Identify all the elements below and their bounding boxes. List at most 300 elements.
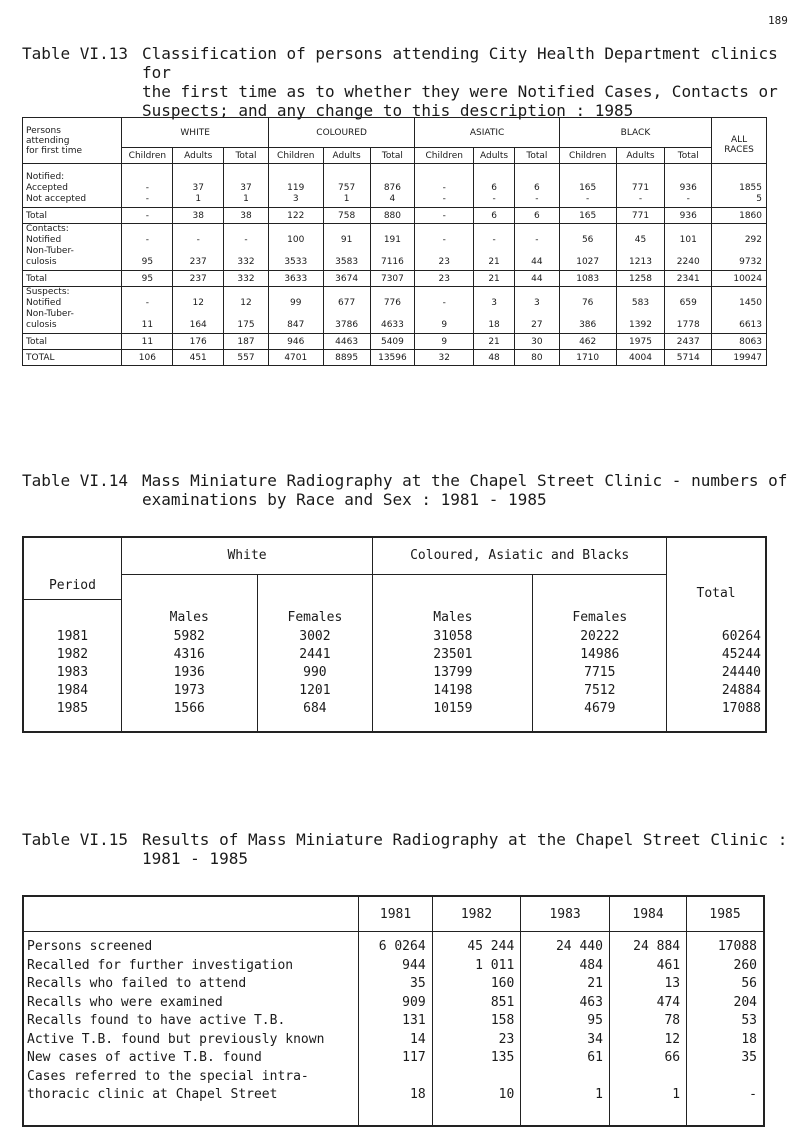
table14-year: 1984	[56, 683, 89, 698]
cell-line: 175	[237, 320, 255, 330]
cell-line	[712, 172, 766, 183]
cell-line: 45	[634, 235, 647, 245]
table13-subheader: Total	[515, 148, 560, 164]
table13-cell	[515, 164, 560, 208]
table15-cell: 6 0264	[378, 939, 426, 954]
table13-section-label	[23, 224, 122, 271]
table15-cell: 18	[741, 1031, 757, 1047]
table14-year: 1981	[56, 629, 89, 644]
cell-line: 6	[491, 183, 497, 193]
table13-grand-total-row	[23, 350, 767, 366]
table13-grand-total-cell: 557	[224, 350, 269, 366]
table13-total-label: Total	[23, 271, 122, 287]
table13-total-cell: 44	[515, 271, 560, 287]
cell-line: 1	[195, 194, 202, 204]
corner-line: attending	[26, 135, 70, 146]
cell-line	[371, 287, 415, 298]
cell-line	[474, 224, 514, 235]
table13-total-cell: 1258	[616, 271, 665, 287]
table15-cell: 13	[664, 976, 681, 991]
table15-cell	[687, 1068, 757, 1087]
table14-period-spacer	[23, 599, 121, 625]
cell-line	[560, 287, 616, 298]
table15-cell: 1 011	[475, 957, 515, 973]
table14-other-males: 13799	[433, 665, 473, 680]
table13-grand-total-cell: 451	[173, 350, 224, 366]
table14-other-males: 23501	[433, 647, 473, 662]
table15-cell: 78	[664, 1013, 681, 1028]
cell-line: 4633	[380, 320, 404, 330]
table13-total-cell: 4463	[323, 334, 370, 350]
label-line: Non-Tuber-	[26, 309, 74, 319]
cell-line: -	[442, 183, 446, 193]
table13-total-cell: 771	[616, 208, 665, 224]
cell-line: -	[145, 298, 150, 308]
table15-year-header: 1981	[359, 896, 432, 932]
cell-line: -	[638, 194, 643, 204]
label-line: Notified:	[26, 172, 65, 182]
table13-grand-total-cell: 13596	[370, 350, 415, 366]
cell-line: 3786	[335, 320, 359, 330]
table13-total-cell: 332	[224, 271, 269, 287]
table13-caption-line: Suspects; and any change to this description : 1985	[142, 101, 634, 120]
label-line: culosis	[26, 257, 57, 267]
table13-subheader: Total	[665, 148, 712, 164]
cell-line	[269, 172, 323, 183]
table13-cell	[323, 287, 370, 334]
cell-line: -	[145, 183, 150, 193]
cell-line	[665, 224, 711, 235]
cell-line: -	[145, 194, 150, 204]
table13-cell	[616, 164, 665, 208]
table13-cell	[665, 164, 712, 208]
table13-total-cell: 3674	[323, 271, 370, 287]
table14-other-females: 7715	[584, 665, 616, 680]
table13-total-row	[23, 334, 767, 350]
cell-line: 101	[679, 235, 697, 245]
table15-cell: 17088	[717, 939, 757, 954]
table13-cell	[268, 287, 323, 334]
cell-line	[617, 246, 665, 257]
cell-line: 659	[679, 298, 697, 308]
table14-caption-line: examinations by Race and Sex : 1981 - 1985	[142, 490, 547, 509]
table14-white-males-col	[121, 625, 257, 732]
table14-white-males: 4316	[173, 647, 205, 662]
table13-cell	[559, 224, 616, 271]
cell-line	[173, 224, 223, 235]
corner-line: for first time	[26, 145, 83, 156]
table13-grand-total-cell: 106	[122, 350, 173, 366]
table15-cell: 484	[579, 957, 603, 973]
table14-other-males-col	[373, 625, 533, 732]
table14-white-males: 1936	[173, 665, 205, 680]
cell-line	[324, 246, 370, 257]
table14-other-females: 7512	[584, 683, 616, 698]
table13-cell	[665, 287, 712, 334]
table15-year-col	[687, 932, 764, 1126]
table13-total-cell: 21	[474, 334, 515, 350]
table13-cell	[173, 164, 224, 208]
table15-cell: 851	[490, 994, 515, 1010]
table13-cell	[370, 287, 415, 334]
table15-caption-line: Results of Mass Miniature Radiography at the Chapel Street Clinic :	[142, 830, 788, 849]
cell-line	[712, 309, 766, 320]
table15-cell: 24 440	[555, 939, 603, 954]
table13-cell	[122, 224, 173, 271]
cell-line	[712, 246, 766, 257]
cell-line	[665, 172, 711, 183]
table14-other-males: 31058	[433, 629, 473, 644]
cell-line: 4	[389, 194, 396, 204]
cell-line	[560, 224, 616, 235]
table14-total: 24884	[721, 683, 761, 698]
table14-other-males: 10159	[433, 701, 473, 716]
table13-group-header: WHITE	[122, 118, 268, 148]
table13-cell	[616, 287, 665, 334]
cell-line	[515, 224, 559, 235]
label-line: Notified	[26, 298, 62, 308]
table14-white-females: 990	[303, 665, 327, 680]
cell-line: 27	[531, 320, 543, 330]
cell-line: 191	[383, 235, 402, 245]
table15-cell: 35	[410, 976, 426, 991]
table13-total-cell: 5409	[370, 334, 415, 350]
cell-line: 386	[579, 320, 597, 330]
table13-group-header: COLOURED	[268, 118, 414, 148]
table15-cell: 944	[402, 957, 426, 973]
cell-line: 876	[383, 183, 402, 193]
cell-line: 1855	[739, 183, 762, 193]
cell-line: 3	[292, 194, 299, 204]
cell-line	[269, 309, 323, 320]
table13-subheader: Total	[370, 148, 415, 164]
table13-grand-total-cell: 48	[474, 350, 515, 366]
table13-total-cell: -	[415, 208, 474, 224]
cell-line: -	[586, 194, 590, 204]
cell-line	[712, 224, 766, 235]
table15-cell: 24 884	[633, 939, 681, 954]
cell-line	[515, 309, 559, 320]
table15-year-col	[521, 932, 610, 1126]
cell-line	[122, 287, 172, 298]
table13-cell	[122, 287, 173, 334]
table13-total-cell: 165	[559, 208, 616, 224]
table15-caption-line: 1981 - 1985	[142, 849, 248, 868]
table13-total-cell: 880	[370, 208, 415, 224]
table15-cell: 35	[741, 1050, 757, 1065]
table13-total-cell: 758	[323, 208, 370, 224]
table15-cell: 160	[490, 976, 515, 991]
table13-cell	[173, 224, 224, 271]
table15-cell: 14	[410, 1031, 426, 1047]
table13-cell	[224, 224, 269, 271]
cell-line	[617, 172, 665, 183]
table14-white-females: 684	[303, 701, 327, 716]
table14-totals-col	[667, 625, 766, 732]
table13-total-cell: 122	[268, 208, 323, 224]
table14-white-males: 5982	[173, 629, 205, 644]
label-line: culosis	[26, 320, 57, 330]
cell-line	[617, 224, 665, 235]
table15-cell	[521, 1068, 603, 1087]
cell-line: 847	[287, 320, 305, 330]
table14-other-females: 14986	[580, 647, 620, 662]
label-line: Contacts:	[26, 224, 69, 234]
cell-line: 18	[488, 320, 500, 330]
cell-line	[173, 309, 223, 320]
table15-row-label: Persons screened	[27, 939, 153, 954]
cell-line: -	[492, 235, 496, 245]
table13-total-cell: 21	[474, 271, 515, 287]
table13-cell	[268, 224, 323, 271]
table15-cell: 12	[664, 1031, 681, 1047]
table13-cell	[515, 287, 560, 334]
table15-year-header: 1985	[687, 896, 764, 932]
cell-line	[173, 246, 223, 257]
cell-line: -	[442, 298, 446, 308]
cell-line: -	[442, 235, 446, 245]
table14-white-males: 1973	[173, 683, 205, 698]
cell-line: 776	[383, 298, 402, 308]
table14-year: 1982	[56, 647, 89, 662]
table15-cell: 34	[587, 1031, 603, 1047]
cell-line	[324, 224, 370, 235]
table13-label: Table VI.13	[22, 44, 128, 63]
cell-line: 1450	[739, 298, 762, 308]
table13-caption-line: the first time as to whether they were Notified Cases, Contacts or	[142, 82, 778, 101]
table15-year-col	[609, 932, 686, 1126]
table15-label: Table VI.15	[22, 830, 128, 849]
table14	[22, 536, 767, 733]
cell-line	[560, 172, 616, 183]
table15-cell: 474	[656, 994, 681, 1010]
table13-cell	[268, 164, 323, 208]
table14-other-females-header: Females	[533, 574, 667, 625]
table14-period-header: Period	[23, 537, 121, 599]
table14-total: 24440	[721, 665, 761, 680]
label-line: Notified	[26, 235, 62, 245]
table15-cell: 53	[741, 1013, 757, 1028]
cell-line: 3583	[335, 257, 359, 267]
table14-white-males: 1566	[173, 701, 205, 716]
cell-line	[474, 172, 514, 183]
table13-total-cell: 9	[415, 334, 474, 350]
table13-total-cell: 6	[474, 208, 515, 224]
cell-line	[122, 246, 172, 257]
cell-line: 37	[240, 183, 252, 193]
table15-cell: 66	[664, 1050, 681, 1065]
cell-line: 9732	[739, 257, 762, 267]
table15-year-header: 1984	[609, 896, 686, 932]
table13-subheader: Adults	[616, 148, 665, 164]
cell-line: 2240	[676, 257, 700, 267]
cell-line: 237	[189, 257, 207, 267]
table15-cell	[433, 1068, 515, 1087]
cell-line	[269, 287, 323, 298]
table15-cell: 18	[410, 1087, 426, 1102]
table14-white-females: 2441	[299, 647, 331, 662]
cell-line	[224, 224, 268, 235]
table14-total: 60264	[721, 629, 761, 644]
table13-total-cell: 30	[515, 334, 560, 350]
label-line: Non-Tuber-	[26, 246, 74, 256]
table15-cell: 45 244	[467, 939, 515, 954]
cell-line: 119	[287, 183, 305, 193]
cell-line	[617, 309, 665, 320]
table13-total-cell: 936	[665, 208, 712, 224]
cell-line	[415, 172, 473, 183]
table13-total-cell: 38	[173, 208, 224, 224]
table13-total-cell: 6	[515, 208, 560, 224]
cell-line	[415, 224, 473, 235]
table13-total-label: Total	[23, 334, 122, 350]
table15-cell: 23	[498, 1031, 515, 1047]
table15-cell: 463	[579, 994, 603, 1010]
table13-total-cell: 95	[122, 271, 173, 287]
cell-line: 3	[491, 298, 497, 308]
table13-group-header: ASIATIC	[415, 118, 559, 148]
table13-total-label: Total	[23, 208, 122, 224]
cell-line: 100	[287, 235, 305, 245]
table13-grand-total-cell: 1710	[559, 350, 616, 366]
table13-cell	[474, 287, 515, 334]
table13-total-cell: 8063	[712, 334, 767, 350]
cell-line: 99	[290, 298, 302, 308]
cell-line	[122, 172, 172, 183]
cell-line: 12	[192, 298, 204, 308]
table15-row-label: Recalls who were examined	[27, 994, 223, 1010]
table13-cell	[415, 164, 474, 208]
cell-line	[371, 224, 415, 235]
table15-row-label: Active T.B. found but previously known	[27, 1031, 325, 1047]
table13-cell	[122, 164, 173, 208]
table13-cell	[173, 287, 224, 334]
table13-section-label	[23, 287, 122, 334]
table15-cell: 909	[402, 994, 426, 1010]
cell-line: 7116	[380, 257, 404, 267]
table15-row-label: Recalls who failed to attend	[27, 976, 247, 991]
table13-total-cell: 38	[224, 208, 269, 224]
table15	[22, 895, 765, 1127]
table13-total-cell: 1083	[559, 271, 616, 287]
table13	[22, 117, 767, 366]
cell-line	[224, 172, 268, 183]
table13-cell	[224, 287, 269, 334]
table15-row-label: Recalled for further investigation	[27, 957, 294, 973]
table13-total-cell: 3633	[268, 271, 323, 287]
cell-line	[415, 309, 473, 320]
cell-line	[173, 287, 223, 298]
cell-line: 1213	[629, 257, 652, 267]
table13-cell	[370, 224, 415, 271]
cell-line	[269, 224, 323, 235]
cell-line	[560, 309, 616, 320]
cell-line	[371, 246, 415, 257]
cell-line: -	[535, 194, 539, 204]
table14-label: Table VI.14	[22, 471, 128, 490]
table15-year-col	[359, 932, 432, 1126]
table13-cell	[323, 164, 370, 208]
table13-cell	[224, 164, 269, 208]
cell-line: 936	[679, 183, 697, 193]
table15-cell: 1	[672, 1087, 681, 1102]
cell-line	[560, 246, 616, 257]
cell-line: 44	[531, 257, 543, 267]
table14-white-females: 1201	[299, 683, 331, 698]
table14-year: 1985	[56, 701, 89, 716]
cell-line: 9	[441, 320, 448, 330]
table15-cell: 95	[587, 1013, 603, 1028]
table15-cell: -	[749, 1087, 757, 1102]
table13-cell	[712, 287, 767, 334]
table13-total-cell: 23	[415, 271, 474, 287]
cell-line: 1	[243, 194, 249, 204]
table15-cell: 131	[402, 1013, 426, 1028]
table15-cell: 117	[402, 1050, 426, 1065]
table13-total-cell: 462	[559, 334, 616, 350]
table15-labels-col	[23, 932, 359, 1126]
table15-row-label: New cases of active T.B. found	[27, 1050, 262, 1065]
table13-total-cell: 10024	[712, 271, 767, 287]
table15-cell: 260	[733, 957, 757, 973]
table13-cell	[415, 224, 474, 271]
table13-group-header: BLACK	[559, 118, 711, 148]
cell-line: 95	[141, 257, 154, 267]
table13-cell	[474, 164, 515, 208]
table13-subheader: Adults	[173, 148, 224, 164]
table13-corner-header	[23, 118, 122, 164]
cell-line	[371, 309, 415, 320]
table13-cell	[616, 224, 665, 271]
table14-other-females: 4679	[584, 701, 616, 716]
table13-subheader: Children	[559, 148, 616, 164]
table13-grand-total-cell: 32	[415, 350, 474, 366]
cell-line: 292	[744, 235, 762, 245]
cell-line	[515, 287, 559, 298]
table13-cell	[712, 164, 767, 208]
table13-total-cell: 7307	[370, 271, 415, 287]
cell-line	[515, 246, 559, 257]
table13-total-cell: 2341	[665, 271, 712, 287]
table14-total: 45244	[721, 647, 761, 662]
cell-line	[665, 309, 711, 320]
table13-grand-total-cell: 19947	[712, 350, 767, 366]
table14-caption-line: Mass Miniature Radiography at the Chapel Street Clinic - numbers of	[142, 471, 788, 490]
cell-line	[515, 172, 559, 183]
label-line: Accepted	[26, 183, 68, 193]
cell-line: 6613	[739, 320, 762, 330]
cell-line: 757	[338, 183, 356, 193]
cell-line: 3	[534, 298, 540, 308]
table13-grand-total-cell: 4004	[616, 350, 665, 366]
cell-line: -	[145, 235, 150, 245]
table15-cell: 158	[490, 1013, 515, 1028]
cell-line	[371, 172, 415, 183]
table13-section-row	[23, 287, 767, 334]
table14-white-females-col	[257, 625, 373, 732]
table15-year-header: 1983	[521, 896, 610, 932]
cell-line: 3533	[284, 257, 308, 267]
table14-white-females: 3002	[299, 629, 331, 644]
cell-line: 1778	[676, 320, 700, 330]
table13-total-cell: 946	[268, 334, 323, 350]
cell-line: 11	[141, 320, 154, 330]
cell-line	[122, 224, 172, 235]
table13-total-cell: 187	[224, 334, 269, 350]
table13-grand-total-cell: 5714	[665, 350, 712, 366]
table13-grand-total-label: TOTAL	[23, 350, 122, 366]
cell-line	[665, 246, 711, 257]
